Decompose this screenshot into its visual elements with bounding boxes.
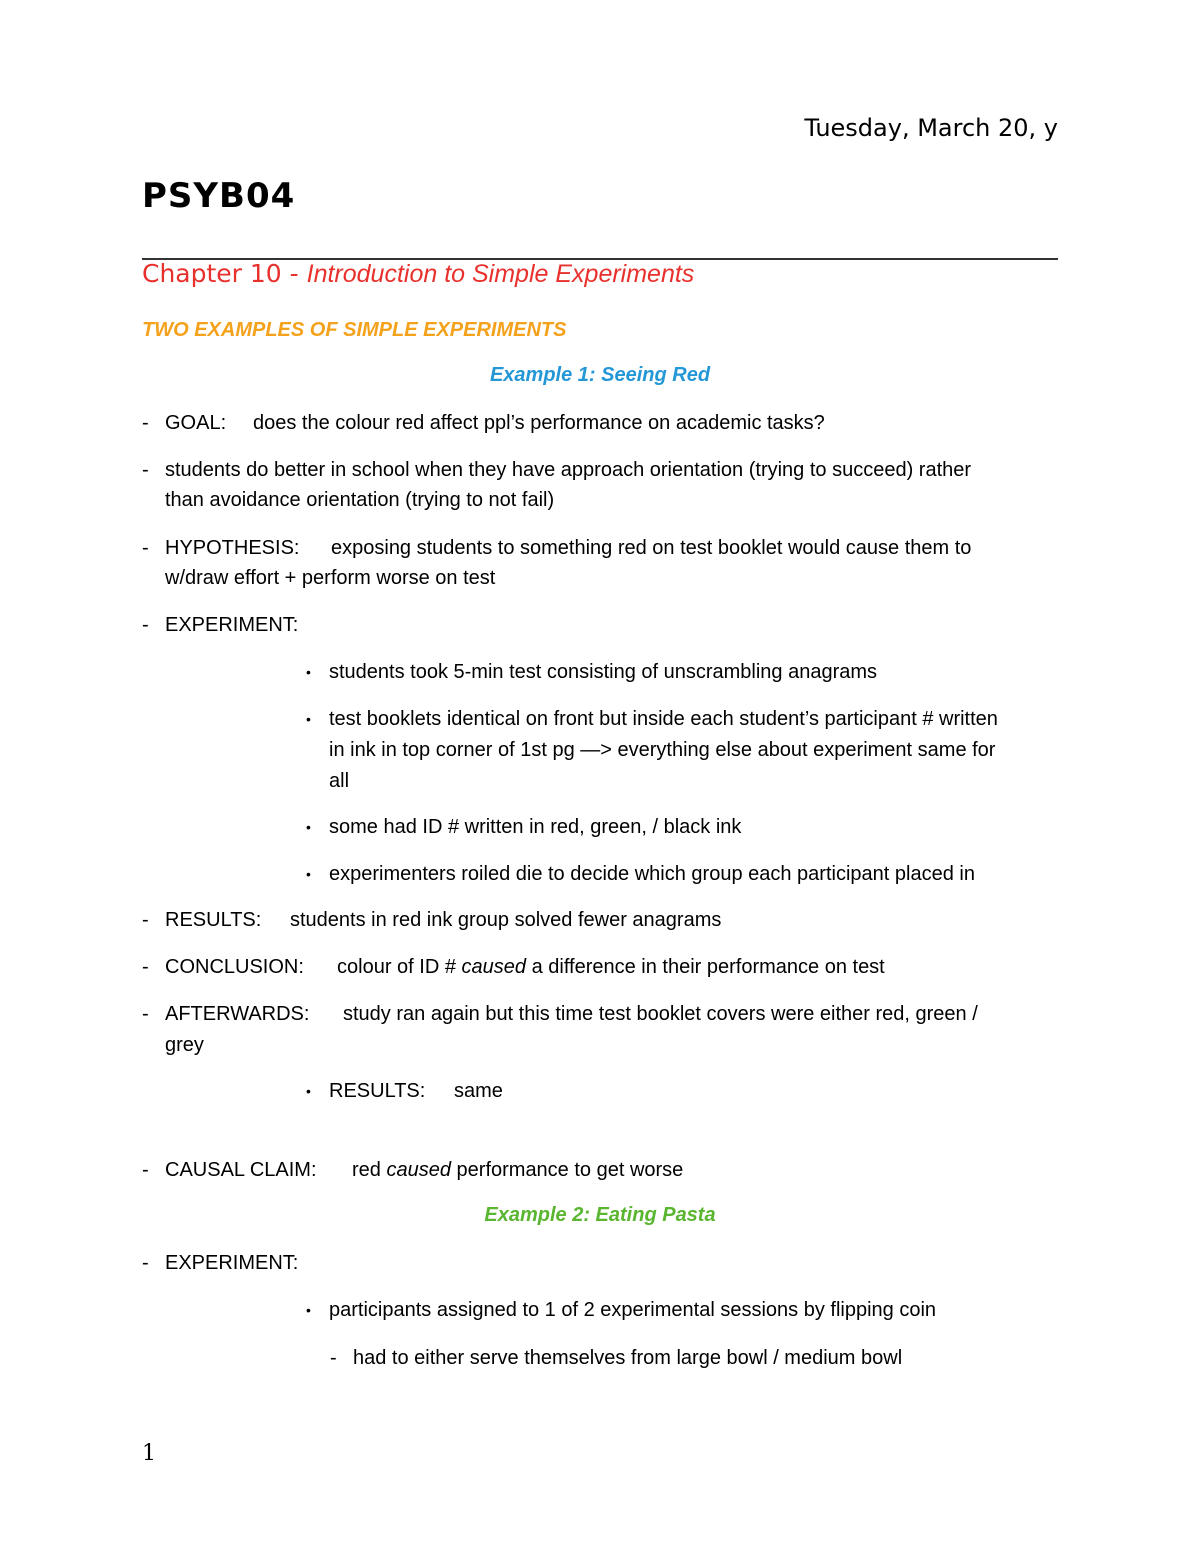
list-dash: - — [142, 1159, 149, 1181]
after-results-text: same — [454, 1080, 503, 1102]
bullet-marker: • — [306, 1302, 311, 1318]
conclusion-label: CONCLUSION: — [165, 956, 304, 978]
bullet-marker: • — [306, 866, 311, 882]
hypothesis-text: exposing students to something red on test booklet would cause them to — [331, 537, 972, 559]
afterwards-label: AFTERWARDS: — [165, 1003, 310, 1025]
bullet-text-line-2: in ink in top corner of 1st pg —> everything else about experiment same for — [329, 739, 996, 761]
causal-claim-text: red — [352, 1159, 381, 1181]
causal-claim-emphasis: caused — [386, 1159, 451, 1181]
page-number: 1 — [142, 1441, 156, 1466]
after-results-label: RESULTS: — [329, 1080, 426, 1102]
results-label: RESULTS: — [165, 909, 262, 931]
course-title: PSYB04 — [142, 176, 296, 216]
goal-label: GOAL: — [165, 412, 227, 434]
conclusion-item — [165, 952, 885, 982]
list-dash: - — [142, 1252, 149, 1274]
afterwards-line-2: grey — [165, 1034, 204, 1056]
experiment-label: EXPERIMENT: — [165, 614, 299, 636]
hypothesis-line-2: w/draw effort + perform worse on test — [165, 567, 496, 589]
hypothesis-item — [165, 533, 971, 563]
list-dash: - — [142, 956, 149, 978]
note-line-1: students do better in school when they have approach orientation (trying to succeed) rather — [165, 459, 972, 481]
list-dash: - — [142, 537, 149, 559]
list-dash: - — [142, 1003, 149, 1025]
list-dash: - — [142, 614, 149, 636]
goal-item — [165, 408, 825, 438]
bullet-text: experimenters roiled die to decide which group each participant placed in — [329, 863, 975, 885]
bullet-marker: • — [306, 819, 311, 835]
goal-text: does the colour red affect ppl’s performance on academic tasks? — [253, 412, 825, 434]
bullet-marker: • — [306, 1083, 311, 1099]
list-dash: - — [142, 459, 149, 481]
bullet-text: participants assigned to 1 of 2 experimental sessions by flipping coin — [329, 1299, 937, 1321]
experiment2-label: EXPERIMENT: — [165, 1252, 299, 1274]
sub-list-text: had to either serve themselves from large bowl / medium bowl — [353, 1347, 903, 1369]
example2-title: Example 2: Eating Pasta — [484, 1204, 716, 1226]
chapter-heading — [142, 259, 694, 289]
bullet-marker: • — [306, 664, 311, 680]
bullet-text: test booklets identical on front but inside each student’s participant # written — [329, 708, 998, 730]
list-dash: - — [142, 412, 149, 434]
causal-claim-text-end: performance to get worse — [456, 1159, 684, 1181]
after-results-item — [329, 1076, 503, 1106]
chapter-number: Chapter 10 - — [142, 259, 307, 288]
chapter-title: Introduction to Simple Experiments — [306, 260, 695, 288]
sub-list-dash: - — [330, 1347, 337, 1369]
causal-claim-item — [165, 1155, 683, 1185]
bullet-marker: • — [306, 711, 311, 727]
results-item — [165, 905, 721, 935]
bullet-text: students took 5-min test consisting of unscrambling anagrams — [329, 661, 878, 683]
conclusion-text: colour of ID # — [337, 956, 456, 978]
section-heading: TWO EXAMPLES OF SIMPLE EXPERIMENTS — [142, 319, 567, 341]
example1-title: Example 1: Seeing Red — [489, 364, 711, 386]
afterwards-item — [165, 999, 978, 1029]
bullet-text-line-3: all — [329, 770, 350, 792]
list-dash: - — [142, 909, 149, 931]
bullet-text: some had ID # written in red, green, / black ink — [329, 816, 742, 838]
results-text: students in red ink group solved fewer anagrams — [290, 909, 722, 931]
hypothesis-label: HYPOTHESIS: — [165, 537, 300, 559]
conclusion-text-end: a difference in their performance on test — [531, 956, 885, 978]
causal-claim-label: CAUSAL CLAIM: — [165, 1159, 317, 1181]
afterwards-text: study ran again but this time test booklet covers were either red, green / — [343, 1003, 978, 1025]
note-line-2: than avoidance orientation (trying to not fail) — [165, 489, 555, 511]
conclusion-emphasis: caused — [461, 956, 527, 978]
document-date: Tuesday, March 20, y — [804, 114, 1058, 142]
